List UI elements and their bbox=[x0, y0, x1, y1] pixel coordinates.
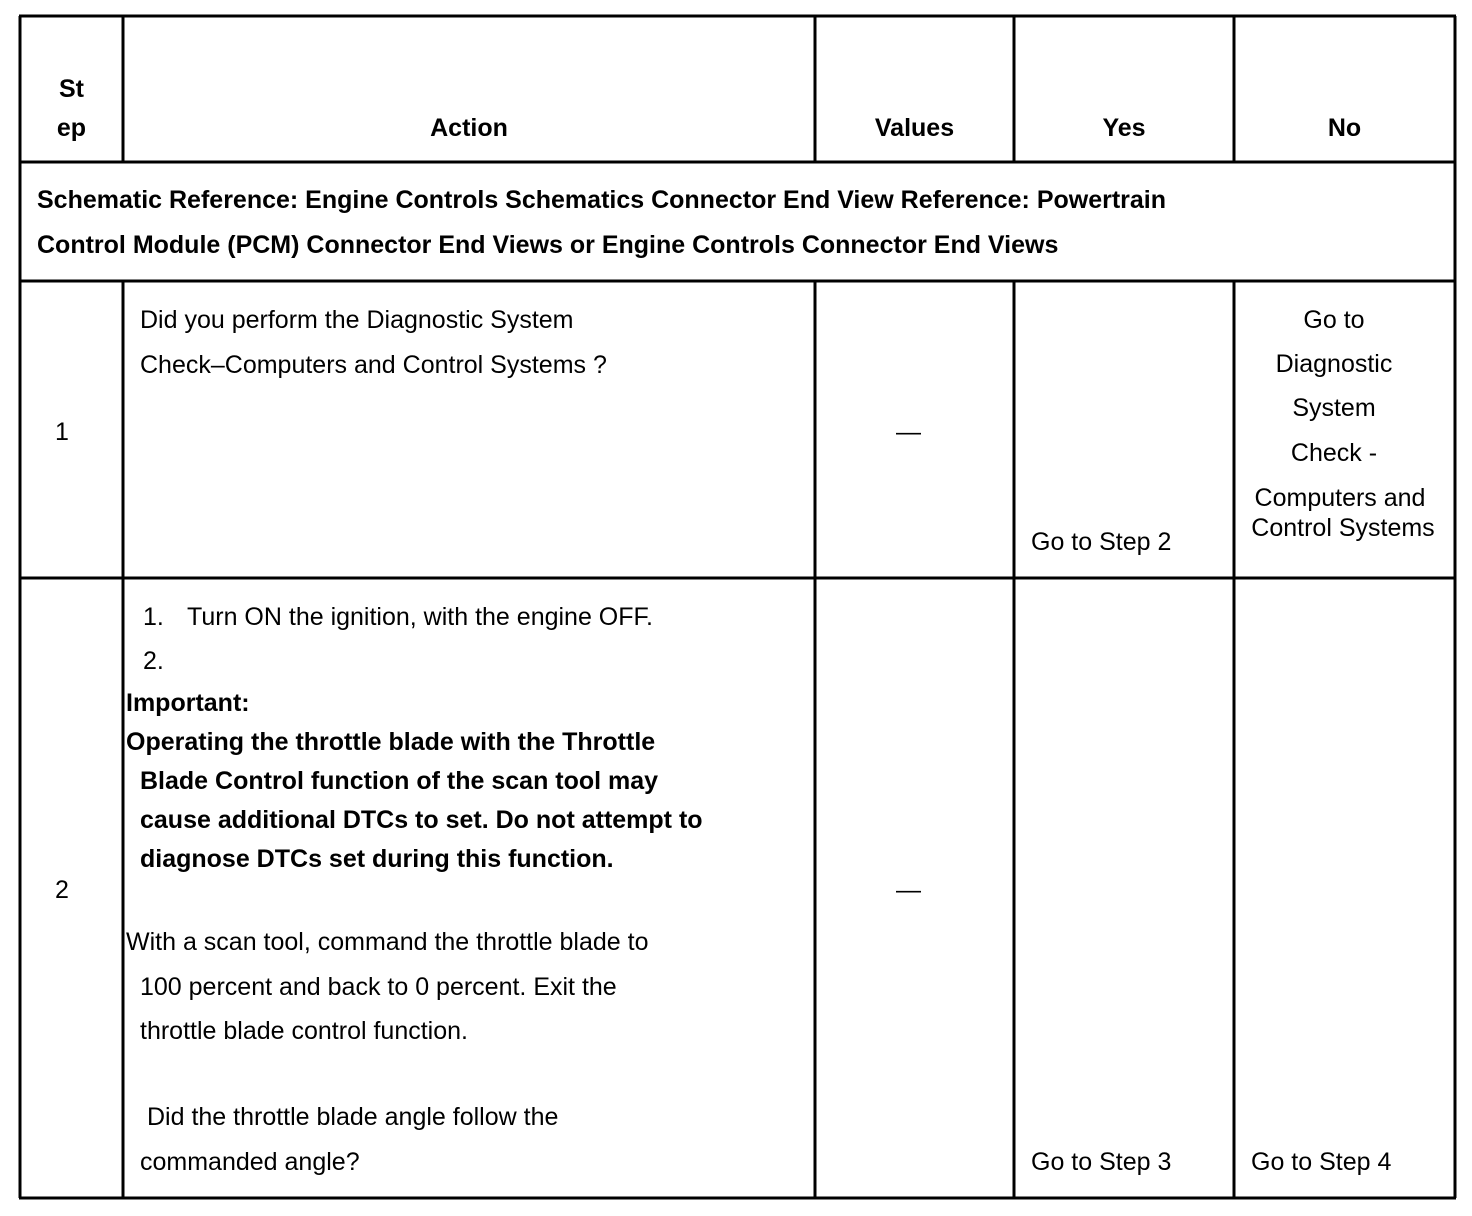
row1-no-line6: Control Systems bbox=[1251, 514, 1435, 542]
row2-step: 2 bbox=[55, 876, 69, 904]
row2-yes: Go to Step 3 bbox=[1031, 1148, 1172, 1176]
row1-no-line3: System bbox=[1292, 394, 1376, 422]
row2-no: Go to Step 4 bbox=[1251, 1148, 1392, 1176]
row2-scan-line1: With a scan tool, command the throttle blade to bbox=[126, 928, 649, 956]
header-step-line2: ep bbox=[56, 114, 87, 142]
reference-line1: Schematic Reference: Engine Controls Schematics Connector End View Reference: Powertrain bbox=[37, 186, 1167, 214]
row2-sub2-number: 2. bbox=[143, 647, 164, 675]
row1-no-line1: Go to bbox=[1303, 306, 1365, 334]
row1-no-line5: Computers and bbox=[1254, 484, 1426, 512]
reference-line2: Control Module (PCM) Connector End Views or Engine Controls Connector End Views bbox=[37, 231, 1059, 259]
row2-scan-line3: throttle blade control function. bbox=[140, 1017, 468, 1045]
row1-no-line2: Diagnostic bbox=[1275, 350, 1393, 378]
row2-important-line3: cause additional DTCs to set. Do not attempt to bbox=[140, 806, 703, 834]
row2-sub1-number: 1. bbox=[143, 603, 164, 631]
row1-no-line4: Check - bbox=[1290, 439, 1378, 467]
row1-action-line2: Check–Computers and Control Systems ? bbox=[140, 351, 607, 379]
row2-important-line1: Operating the throttle blade with the Throttle bbox=[126, 728, 656, 756]
row2-question-line2: commanded angle? bbox=[140, 1148, 360, 1176]
row1-values-dash: — bbox=[896, 418, 921, 446]
row1-yes: Go to Step 2 bbox=[1031, 528, 1172, 556]
header-values: Values bbox=[874, 114, 955, 142]
header-no: No bbox=[1327, 114, 1362, 142]
row2-question-line1: Did the throttle blade angle follow the bbox=[147, 1103, 559, 1131]
row1-action-line1: Did you perform the Diagnostic System bbox=[140, 306, 574, 334]
row2-important-line4: diagnose DTCs set during this function. bbox=[140, 845, 614, 873]
row2-sub1-text: Turn ON the ignition, with the engine OFF. bbox=[187, 603, 653, 631]
row2-scan-line2: 100 percent and back to 0 percent. Exit the bbox=[140, 973, 617, 1001]
header-yes: Yes bbox=[1102, 114, 1146, 142]
row2-important-label: Important: bbox=[126, 689, 250, 717]
row2-important-line2: Blade Control function of the scan tool may bbox=[140, 767, 659, 795]
header-action: Action bbox=[430, 114, 508, 142]
header-step-line1: St bbox=[59, 75, 84, 103]
row2-values-dash: — bbox=[896, 876, 921, 904]
row1-step: 1 bbox=[55, 418, 69, 446]
